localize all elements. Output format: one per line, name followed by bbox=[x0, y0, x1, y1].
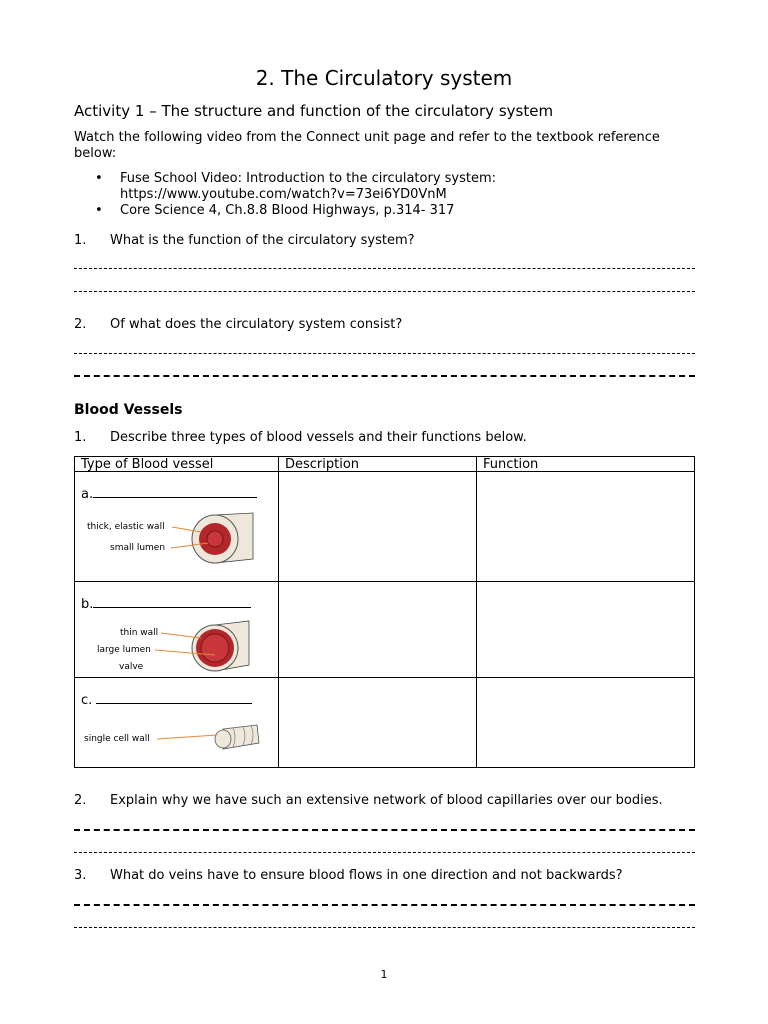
vessel-a-letter: a. bbox=[81, 487, 94, 502]
answer-line[interactable] bbox=[74, 927, 695, 928]
question-number: 2. bbox=[74, 793, 87, 808]
intro-line-1: Watch the following video from the Connect unit page and refer to the textbook reference bbox=[74, 130, 660, 145]
label-large-lumen: large lumen bbox=[97, 645, 151, 655]
question-text: What is the function of the circulatory system? bbox=[110, 233, 415, 248]
bullet-marker: • bbox=[95, 171, 103, 186]
answer-line[interactable] bbox=[74, 268, 695, 269]
answer-line[interactable] bbox=[74, 852, 695, 853]
vessel-c-letter: c. bbox=[81, 693, 97, 708]
label-thin-wall: thin wall bbox=[120, 628, 159, 638]
table-header-description: Description bbox=[285, 457, 360, 472]
table-divider bbox=[476, 457, 477, 767]
blood-vessel-table bbox=[74, 456, 695, 768]
page-title: 2. The Circulatory system bbox=[255, 66, 513, 90]
activity-heading: Activity 1 – The structure and function of the circulatory system bbox=[74, 102, 554, 120]
answer-line[interactable] bbox=[74, 829, 695, 831]
bullet-textbook: Core Science 4, Ch.8.8 Blood Highways, p.314- 317 bbox=[120, 203, 455, 218]
question-number: 1. bbox=[74, 233, 87, 248]
label-thick-elastic-wall: thick, elastic wall bbox=[87, 522, 165, 532]
table-header-function: Function bbox=[483, 457, 539, 472]
bullet-video-line1: Fuse School Video: Introduction to the circulatory system: bbox=[120, 171, 497, 186]
question-text: What do veins have to ensure blood flows in one direction and not backwards? bbox=[110, 868, 623, 883]
bullet-video-link[interactable]: https://www.youtube.com/watch?v=73ei6YD0VnM bbox=[120, 187, 447, 202]
answer-line[interactable] bbox=[74, 291, 695, 292]
label-valve: valve bbox=[119, 662, 144, 672]
question-text: Describe three types of blood vessels and their functions below. bbox=[110, 430, 527, 445]
bullet-marker: • bbox=[95, 203, 103, 218]
question-number: 1. bbox=[74, 430, 87, 445]
section-heading-blood-vessels: Blood Vessels bbox=[74, 402, 183, 418]
answer-line[interactable] bbox=[74, 375, 695, 377]
label-single-cell-wall: single cell wall bbox=[84, 734, 150, 744]
answer-line[interactable] bbox=[74, 904, 695, 906]
question-text: Explain why we have such an extensive network of blood capillaries over our bodies. bbox=[110, 793, 663, 808]
answer-line[interactable] bbox=[74, 353, 695, 354]
page-number: 1 bbox=[380, 968, 388, 981]
question-text: Of what does the circulatory system consist? bbox=[110, 317, 403, 332]
vessel-b-letter: b. bbox=[81, 597, 94, 612]
question-number: 3. bbox=[74, 868, 87, 883]
intro-line-2: below: bbox=[74, 146, 117, 161]
question-number: 2. bbox=[74, 317, 87, 332]
label-small-lumen: small lumen bbox=[110, 543, 166, 553]
table-header-type: Type of Blood vessel bbox=[81, 457, 214, 472]
thin-vessel-leaders bbox=[75, 457, 278, 677]
table-divider bbox=[278, 457, 279, 767]
capillary-leader bbox=[75, 677, 278, 767]
